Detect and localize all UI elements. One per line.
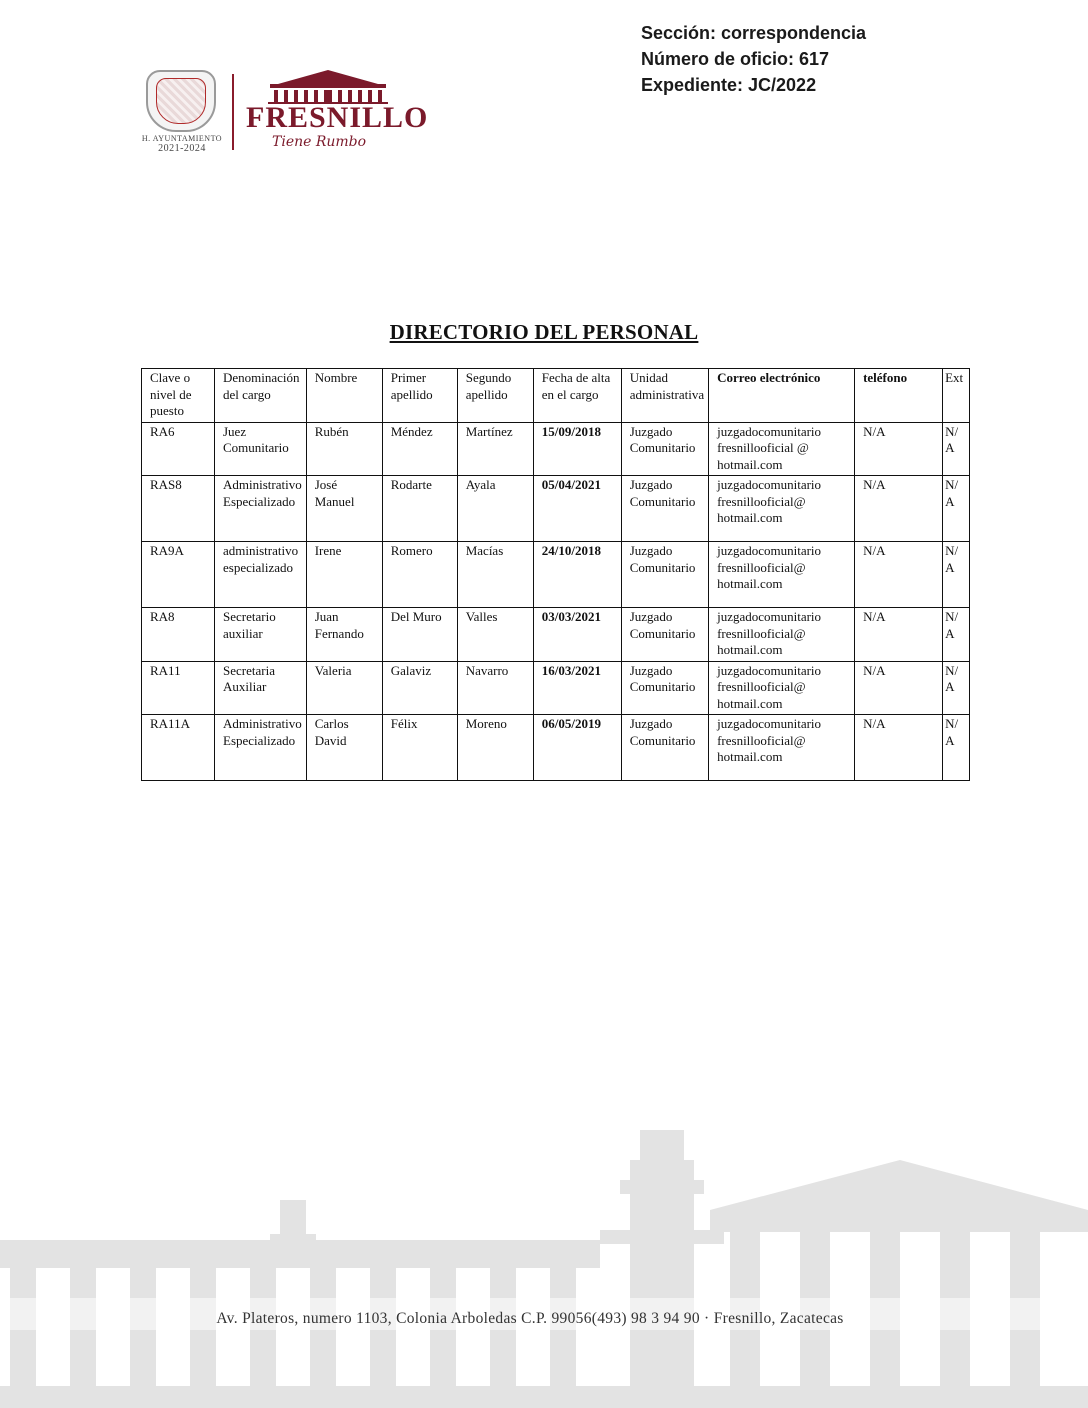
cell-fecha: 05/04/2021 [533, 476, 621, 542]
page-title: DIRECTORIO DEL PERSONAL [389, 320, 699, 344]
cell-primer-apellido: Rodarte [382, 476, 457, 542]
cell-nombre: Rubén [306, 422, 382, 476]
cell-denominacion: Secretario auxiliar [215, 608, 307, 662]
document-meta [641, 20, 866, 98]
cell-correo: juzgadocomunitario fresnillooficial@ hotmail.com [709, 608, 855, 662]
cell-unidad: Juzgado Comunitario [621, 476, 708, 542]
col-segundo-apellido: Segundo apellido [457, 369, 533, 423]
cell-denominacion: Secretaria Auxiliar [215, 661, 307, 715]
table-row [142, 661, 970, 715]
col-correo: Correo electrónico [709, 369, 855, 423]
cell-segundo-apellido: Navarro [457, 661, 533, 715]
logo-divider [232, 74, 234, 150]
cell-primer-apellido: Del Muro [382, 608, 457, 662]
cell-clave: RA11A [142, 715, 215, 781]
cell-nombre: Irene [306, 542, 382, 608]
cell-telefono: N/A [855, 422, 943, 476]
cell-fecha: 16/03/2021 [533, 661, 621, 715]
col-ext: Ext [943, 369, 970, 423]
footer-address: Av. Plateros, numero 1103, Colonia Arboledas C.P. 99056(493) 98 3 94 90 · Fresnillo, Zacatecas [216, 1310, 844, 1327]
cell-unidad: Juzgado Comunitario [621, 608, 708, 662]
cell-telefono: N/A [855, 661, 943, 715]
personnel-table [141, 368, 970, 781]
cell-primer-apellido: Romero [382, 542, 457, 608]
col-nombre: Nombre [306, 369, 382, 423]
cell-segundo-apellido: Martínez [457, 422, 533, 476]
cell-fecha: 06/05/2019 [533, 715, 621, 781]
cell-nombre: José Manuel [306, 476, 382, 542]
cell-telefono: N/A [855, 608, 943, 662]
cell-correo: juzgadocomunitario fresnillooficial@ hotmail.com [709, 542, 855, 608]
cell-primer-apellido: Méndez [382, 422, 457, 476]
cell-segundo-apellido: Macías [457, 542, 533, 608]
cell-unidad: Juzgado Comunitario [621, 422, 708, 476]
col-clave: Clave o nivel de puesto [142, 369, 215, 423]
cell-primer-apellido: Félix [382, 715, 457, 781]
cell-telefono: N/A [855, 715, 943, 781]
col-primer-apellido: Primer apellido [382, 369, 457, 423]
cell-ext: N/A [943, 476, 970, 542]
cell-correo: juzgadocomunitario fresnillooficial@ hotmail.com [709, 476, 855, 542]
table-header-row [142, 369, 970, 423]
header-logo [140, 66, 430, 158]
table-row [142, 422, 970, 476]
col-telefono: teléfono [855, 369, 943, 423]
cell-clave: RAS8 [142, 476, 215, 542]
cell-segundo-apellido: Valles [457, 608, 533, 662]
cell-fecha: 24/10/2018 [533, 542, 621, 608]
seal-line-2: 2021-2024 [158, 143, 206, 154]
col-unidad: Unidad administrativa [621, 369, 708, 423]
table-row [142, 542, 970, 608]
cell-clave: RA8 [142, 608, 215, 662]
cell-nombre: Juan Fernando [306, 608, 382, 662]
cell-denominacion: Administrativo Especializado [215, 715, 307, 781]
brand-name: FRESNILLO [246, 101, 429, 134]
cell-denominacion: Administrativo Especializado [215, 476, 307, 542]
cell-unidad: Juzgado Comunitario [621, 715, 708, 781]
seal-line-1: H. AYUNTAMIENTO [141, 134, 223, 143]
cell-correo: juzgadocomunitario fresnillooficial @ hotmail.com [709, 422, 855, 476]
cell-primer-apellido: Galaviz [382, 661, 457, 715]
table-row [142, 608, 970, 662]
seccion-label: Sección: correspondencia [641, 23, 867, 43]
brand-tagline: Tiene Rumbo [272, 134, 367, 150]
cell-telefono: N/A [855, 476, 943, 542]
table-row [142, 476, 970, 542]
col-denominacion: Denominación del cargo [215, 369, 307, 423]
cell-unidad: Juzgado Comunitario [621, 661, 708, 715]
cell-fecha: 03/03/2021 [533, 608, 621, 662]
municipal-seal-icon [146, 70, 216, 132]
monument-watermark-icon [0, 1130, 1088, 1408]
cell-segundo-apellido: Ayala [457, 476, 533, 542]
cell-clave: RA11 [142, 661, 215, 715]
oficio-number: Número de oficio: 617 [641, 49, 830, 69]
building-icon [248, 68, 408, 104]
cell-denominacion: administrativo especializado [215, 542, 307, 608]
cell-telefono: N/A [855, 542, 943, 608]
col-fecha-alta: Fecha de alta en el cargo [533, 369, 621, 423]
cell-ext: N/A [943, 661, 970, 715]
cell-segundo-apellido: Moreno [457, 715, 533, 781]
table-row [142, 715, 970, 781]
cell-nombre: Carlos David [306, 715, 382, 781]
cell-clave: RA9A [142, 542, 215, 608]
cell-correo: juzgadocomunitario fresnillooficial@ hotmail.com [709, 715, 855, 781]
cell-ext: N/A [943, 608, 970, 662]
cell-denominacion: Juez Comunitario [215, 422, 307, 476]
cell-fecha: 15/09/2018 [533, 422, 621, 476]
cell-nombre: Valeria [306, 661, 382, 715]
cell-clave: RA6 [142, 422, 215, 476]
expediente-label: Expediente: JC/2022 [641, 75, 817, 95]
seal-caption [140, 134, 224, 154]
cell-unidad: Juzgado Comunitario [621, 542, 708, 608]
cell-correo: juzgadocomunitario fresnillooficial@ hotmail.com [709, 661, 855, 715]
cell-ext: N/A [943, 715, 970, 781]
cell-ext: N/A [943, 422, 970, 476]
cell-ext: N/A [943, 542, 970, 608]
